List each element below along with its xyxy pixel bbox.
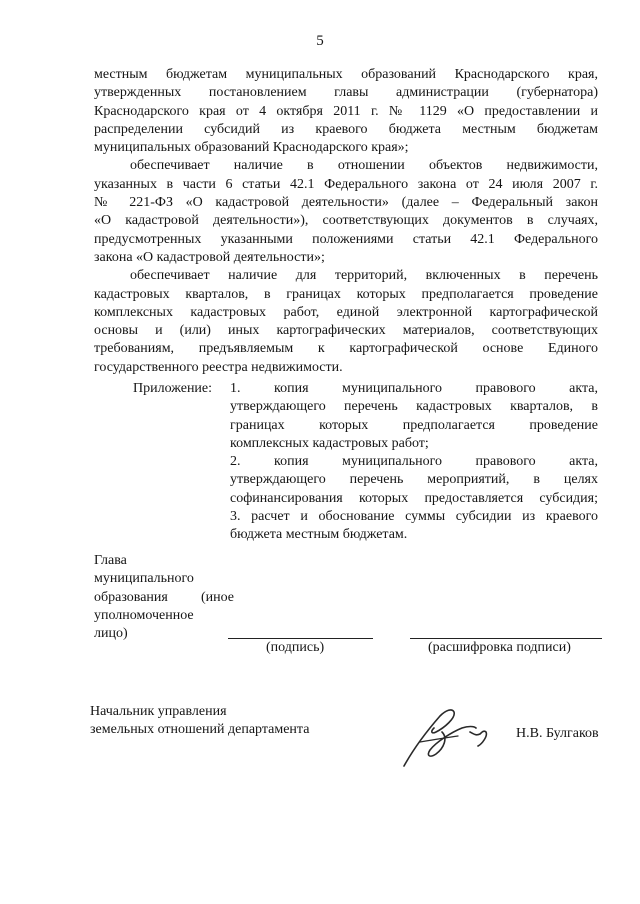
- signature-caption: (подпись): [266, 640, 325, 655]
- appendix-line: утверждающего перечень мероприятий, в целях: [230, 472, 598, 488]
- signer-position-line: земельных отношений департамента: [90, 722, 310, 738]
- head-title-line: лицо): [94, 626, 128, 642]
- body-line: предусмотренных указанными положениями статьи 42.1 Федерального: [94, 231, 598, 247]
- body-line: утвержденных постановлением главы администрации (губернатора): [94, 85, 598, 101]
- signature-line: [228, 638, 373, 639]
- body-line: № 221-ФЗ «О кадастровой деятельности» (далее – Федеральный закон: [94, 195, 598, 211]
- appendix-line: софинансирования которых предоставляется субсидия;: [230, 490, 598, 506]
- appendix-line: границах которых предполагается проведение: [230, 417, 598, 433]
- body-line: указанных в части 6 статьи 42.1 Федерального закона от 24 июля 2007 г.: [94, 176, 598, 192]
- signer-position-line: Начальник управления: [90, 704, 227, 719]
- body-line: требованиям, предъявляемым к картографической основе Единого: [94, 341, 598, 357]
- appendix-line: бюджета местным бюджетам.: [230, 527, 408, 543]
- signer-name: Н.В. Булгаков: [516, 726, 599, 741]
- signer-position: [90, 703, 309, 740]
- appendix-list: [230, 380, 598, 545]
- appendix-label: Приложение:: [133, 381, 213, 396]
- head-title: [94, 552, 234, 643]
- appendix-line: комплексных кадастровых работ;: [230, 435, 429, 451]
- body-line: обеспечивает наличие в отношении объектов недвижимости,: [130, 158, 598, 174]
- body-line: государственного реестра недвижимости.: [94, 359, 343, 375]
- body-text: [94, 66, 598, 377]
- appendix-line: утверждающего перечень кадастровых кварталов, в: [230, 399, 598, 415]
- body-line: распределении субсидий из краевого бюджета местным бюджетам: [94, 121, 598, 137]
- body-line: закона «О кадастровой деятельности»;: [94, 249, 325, 265]
- body-line: «О кадастровой деятельности»), соответствующих документов в случаях,: [94, 213, 598, 229]
- head-title-line: Глава: [94, 553, 127, 568]
- handwritten-signature: [396, 702, 506, 774]
- body-line: комплексных кадастровых работ, единой электронной картографической: [94, 304, 598, 320]
- body-line: кадастровых кварталов, в границах которых предполагается проведение: [94, 286, 598, 302]
- appendix-line: 1. копия муниципального правового акта,: [230, 381, 598, 396]
- body-line: местным бюджетам муниципальных образований Краснодарского края,: [94, 67, 598, 82]
- head-title-line: уполномоченное: [94, 607, 194, 623]
- signature-decoding-line: [410, 638, 602, 639]
- body-line: Краснодарского края от 4 октября 2011 г. № 1129 «О предоставлении и: [94, 103, 598, 119]
- appendix-line: 3. расчет и обоснование суммы субсидии из краевого: [230, 509, 598, 525]
- signature-decoding-caption: (расшифровка подписи): [428, 640, 571, 655]
- body-line: обеспечивает наличие для территорий, включенных в перечень: [130, 268, 598, 284]
- head-title-line: образования (иное: [94, 589, 234, 605]
- body-line: муниципальных образований Краснодарского края»;: [94, 140, 409, 156]
- head-title-line: муниципального: [94, 571, 194, 587]
- page-number: 5: [316, 33, 324, 49]
- appendix-line: 2. копия муниципального правового акта,: [230, 454, 598, 470]
- body-line: основы и (или) иных картографических материалов, соответствующих: [94, 323, 598, 339]
